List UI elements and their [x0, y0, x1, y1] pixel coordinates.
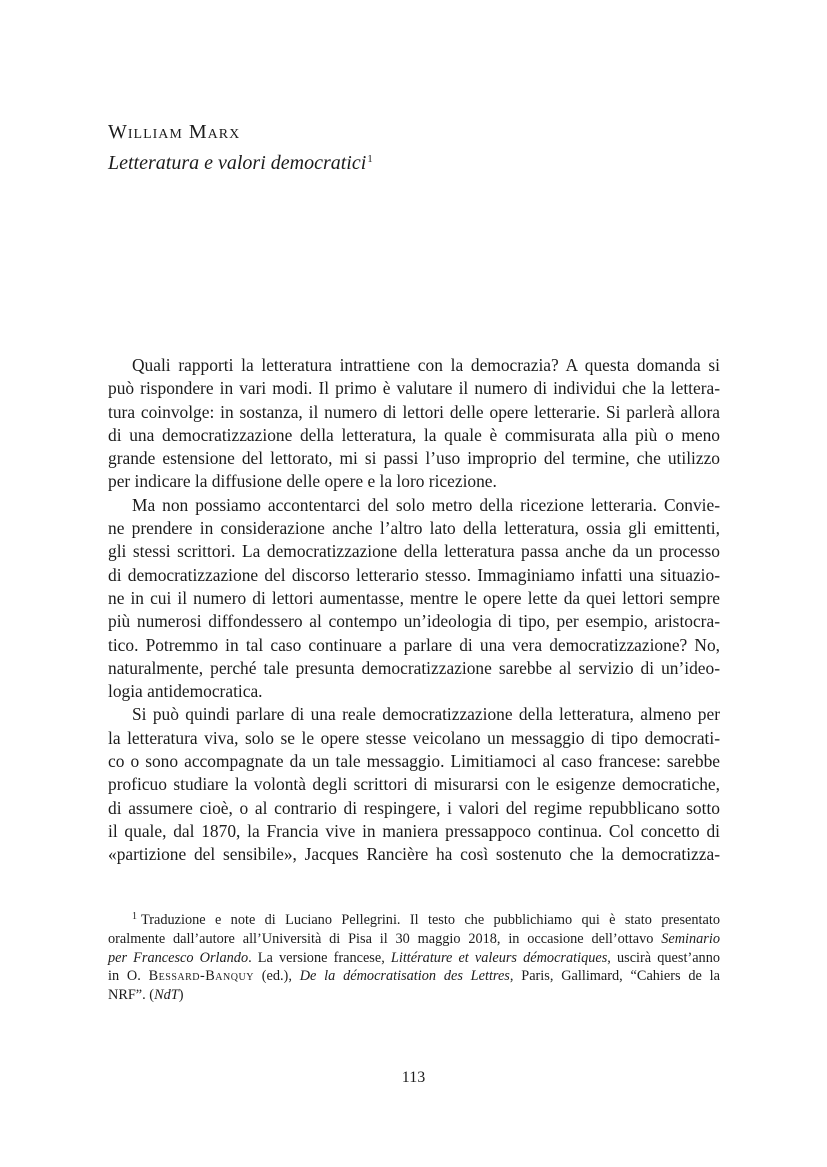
footnote-text: ) [178, 987, 184, 1004]
text-line: può rispondere in vari modi. Il primo è valutare il numero di individui che la lettera- [108, 378, 720, 399]
footnote-italic-text: De la démocratisation des Lettres [299, 968, 510, 985]
text-line: per indicare la diffusione delle opere e la loro ricezione. [108, 471, 497, 492]
footnote-text: Traduzione e note di Luciano Pellegrini. Il testo che pubblichiamo qui è stato presentato [141, 912, 720, 928]
text-line: più numerosi diffondessero al contempo un’ideologia di tipo, per esempio, aristocra- [108, 611, 720, 632]
footnote-text: in O. [108, 968, 149, 985]
text-line: Quali rapporti la letteratura intrattiene con la democrazia? A questa domanda si [132, 355, 720, 375]
paragraph [108, 703, 720, 866]
footnote [108, 908, 720, 1005]
text-line: logia antidemocratica. [108, 681, 263, 702]
text-line: di democratizzazione del discorso letterario stesso. Immaginiamo infatti una situazio- [108, 564, 720, 585]
text-line: il quale, dal 1870, la Francia vive in maniera pressappoco continua. Col concetto di [108, 820, 720, 841]
text-line: naturalmente, perché tale presunta democratizzazione sarebbe al servizio di un’ideo- [108, 657, 720, 678]
paragraph [108, 494, 720, 704]
footnote-line [108, 967, 720, 986]
text-line: ne in cui il numero di lettori aumentasse, mentre le opere lette da quei lettori sempre [108, 587, 720, 608]
text-line: tura coinvolge: in sostanza, il numero di lettori delle opere letterarie. Si parlerà allora [108, 401, 720, 422]
author-name: William Marx [108, 121, 241, 143]
text-line: co o sono accompagnate da un tale messaggio. Limitiamoci al caso francese: sarebbe [108, 751, 720, 772]
title-footnote-marker: 1 [367, 153, 373, 165]
text-line: tico. Potremmo in tal caso continuare a parlare di una vera democratizzazione? No, [108, 634, 720, 655]
footnote-text: NRF”. ( [108, 987, 155, 1004]
footnote-smallcaps-text: Bessard-Banquy [148, 968, 254, 985]
text-line: proficuo studiare la volontà degli scrittori di misurarsi con le esigenze democratiche, [108, 774, 720, 795]
text-line: di una democratizzazione della letteratura, la quale è commisurata alla più o meno [108, 424, 720, 445]
text-line: gli stessi scrittori. La democratizzazione della letteratura passa anche da un processo [108, 541, 720, 562]
footnote-line [108, 986, 720, 1005]
text-line: grande estensione del lettorato, mi si passi l’uso improprio del termine, che utilizzo [108, 448, 720, 469]
footnote-line [108, 949, 720, 968]
footnote-line [108, 930, 720, 949]
footnote-line [108, 908, 720, 930]
article-title [108, 146, 373, 176]
text-line: la letteratura viva, solo se le opere stesse veicolano un messaggio di tipo democrati- [108, 727, 720, 748]
article-title-text: Letteratura e valori democratici [108, 152, 367, 174]
footnote-text: oralmente dall’autore all’Università di Pisa il 30 maggio 2018, in occasione dell’ottavo [108, 930, 662, 947]
text-line: ne prendere in considerazione anche l’altro lato della letteratura, ossia gli emittenti, [108, 518, 720, 539]
text-line: Ma non possiamo accontentarci del solo metro della ricezione letteraria. Convie- [132, 494, 720, 515]
footnote-text: (ed.), [253, 968, 300, 985]
footnote-italic-text: Littérature et valeurs démocratiques [390, 949, 608, 966]
paragraph [108, 354, 720, 494]
footnote-italic-text: Seminario [661, 930, 720, 947]
footnote-italic-text: NdT [154, 987, 179, 1004]
page-number: 113 [401, 1069, 426, 1086]
text-line: Si può quindi parlare di una reale democratizzazione della letteratura, almeno per [132, 704, 720, 725]
footnote-text: , Paris, Gallimard, “Cahiers de la [509, 968, 720, 985]
body-text [108, 354, 720, 867]
text-line: di assumere cioè, o al contrario di respingere, i valori del regime repubblicano sotto [108, 797, 720, 818]
footnote-text: , uscirà quest’anno [607, 949, 720, 966]
text-line: «partizione del sensibile», Jacques Rancière ha così sostenuto che la democratizza- [108, 844, 720, 865]
footnote-number: 1 [132, 911, 137, 922]
footnote-italic-text: per Francesco Orlando [108, 949, 249, 966]
footnote-text: . La versione francese, [248, 949, 391, 966]
